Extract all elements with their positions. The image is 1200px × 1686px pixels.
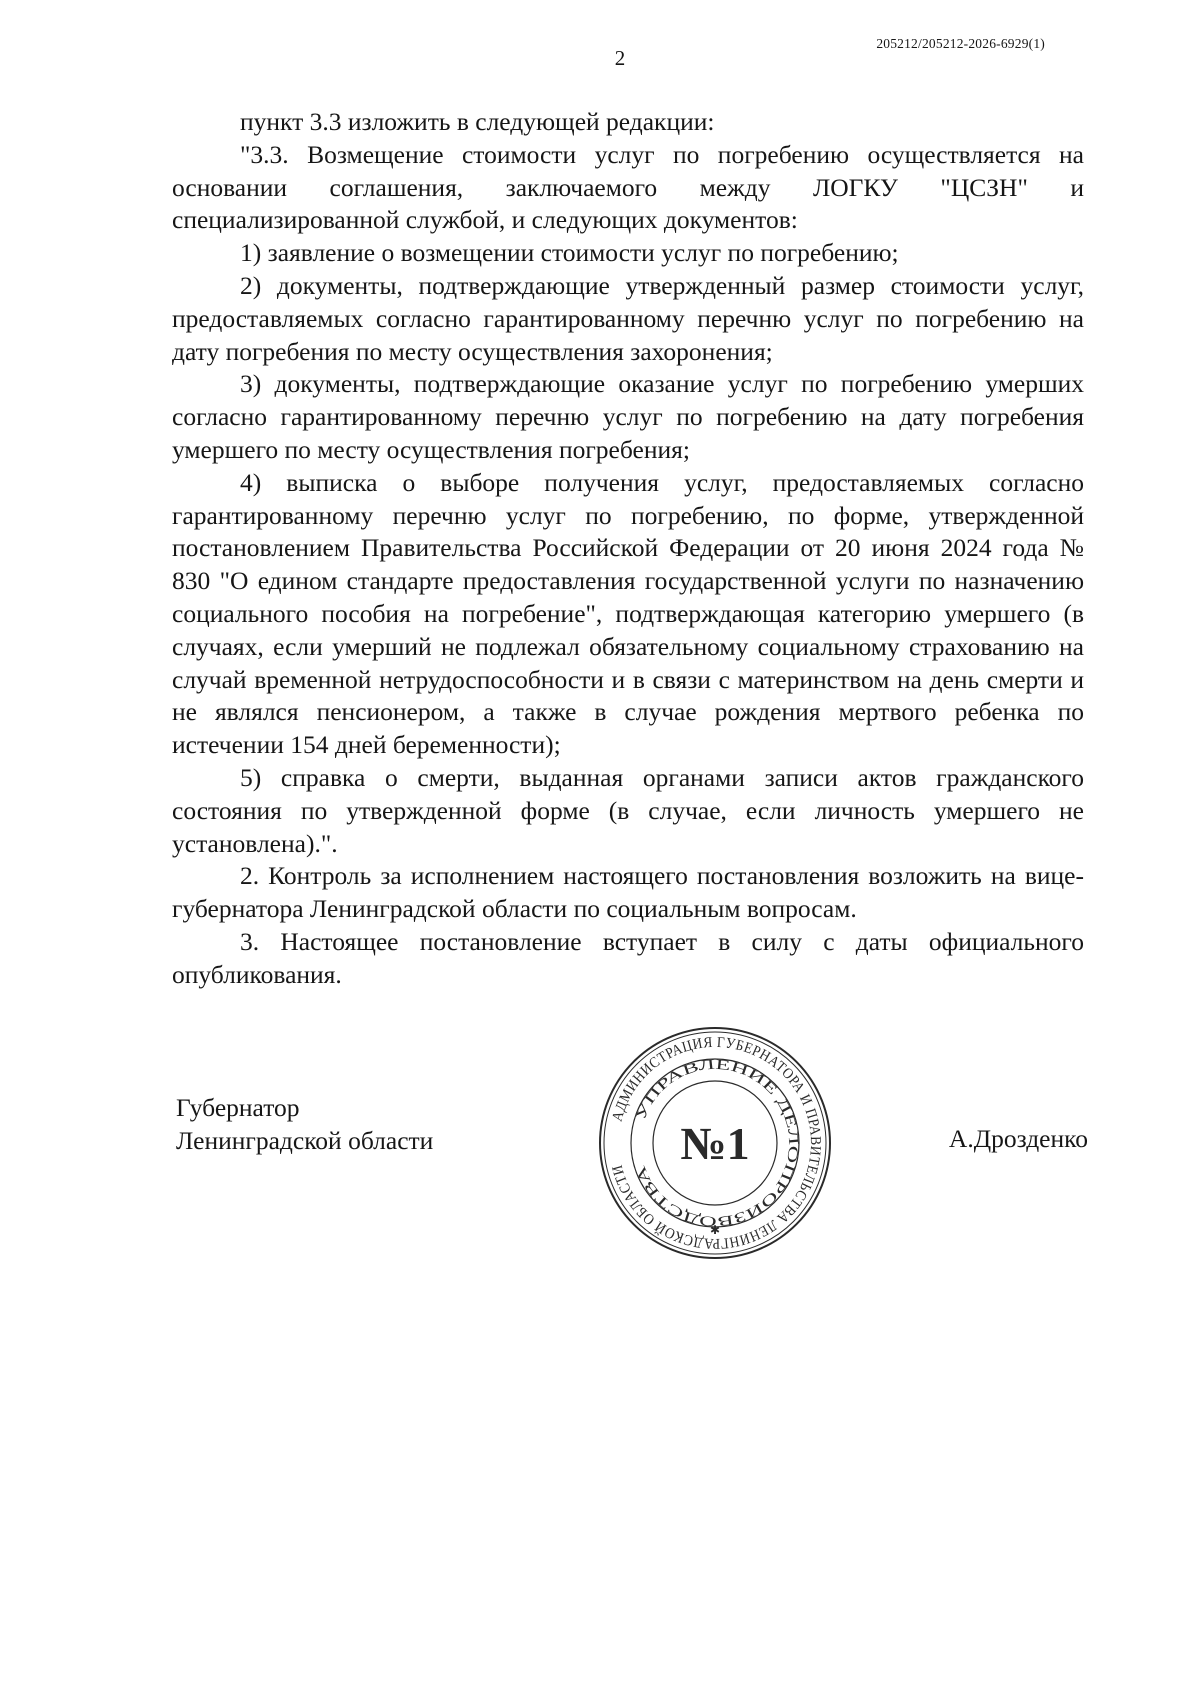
page-number: 2	[614, 46, 626, 70]
paragraph: 5) справка о смерти, выданная органами записи актов гражданского состояния по утвержденной форме (в случае, если личность умершего не установлена).".	[172, 762, 1084, 858]
document-body	[172, 106, 1084, 992]
seal-inner-text: УПРАВЛЕНИЕ ДЕЛОПРОИЗВОДСТВА	[633, 1057, 801, 1229]
paragraph: пункт 3.3 изложить в следующей редакции:	[240, 107, 715, 136]
signature-title	[176, 1091, 433, 1157]
signature-name: А.Дрозденко	[948, 1124, 1088, 1153]
paragraph: 1) заявление о возмещении стоимости услуг по погребению;	[240, 238, 899, 268]
seal-center-number: №1	[680, 1118, 750, 1169]
document-id: 205212/205212-2026-6929(1)	[876, 36, 1045, 51]
signature-title-line: Губернатор	[176, 1093, 300, 1122]
paragraph: 4) выписка о выборе получения услуг, предоставляемых согласно гарантированному перечню услуг по погребению, по форме, утвержденной постановлением Правительства Российской Федерации от 20 июня 2024 года № 830 "О едином стандарте предоставления государственной услуги по назначению социального пособия на погребение", подтверждающая категорию умершего (в случаях, если умерший не подлежал обязательному социальному страхованию на случай временной нетрудоспособности и в связи с материнством на день смерти и не являлся пенсионером, а также в случае рождения мертвого ребенка по истечении 154 дней беременности);	[172, 467, 1084, 760]
paragraph: 2) документы, подтверждающие утвержденный размер стоимости услуг, предоставляемых согласно гарантированному перечню услуг по погребению на дату погребения по месту осуществления захоронения;	[172, 270, 1084, 366]
seal-outer-text: АДМИНИСТРАЦИЯ ГУБЕРНАТОРА И ПРАВИТЕЛЬСТВА ЛЕНИНГРАДСКОЙ ОБЛАСТИ	[609, 1034, 824, 1252]
official-seal	[597, 1025, 833, 1261]
signature-title-line: Ленинградской области	[176, 1126, 434, 1155]
seal-star-icon: ✱	[709, 1223, 721, 1237]
paragraph: "3.3. Возмещение стоимости услуг по погребению осуществляется на основании соглашения, заключаемого между ЛОГКУ "ЦСЗН" и специализированной службой, и следующих документов:	[172, 139, 1084, 235]
paragraph: 2. Контроль за исполнением настоящего постановления возложить на вице-губернатора Ленинградской области по социальным вопросам.	[172, 861, 1084, 924]
paragraph: 3) документы, подтверждающие оказание услуг по погребению умерших согласно гарантированному перечню услуг по погребению на дату погребения умершего по месту осуществления погребения;	[172, 369, 1084, 464]
paragraph: 3. Настоящее постановление вступает в силу с даты официального опубликования.	[172, 926, 1084, 989]
